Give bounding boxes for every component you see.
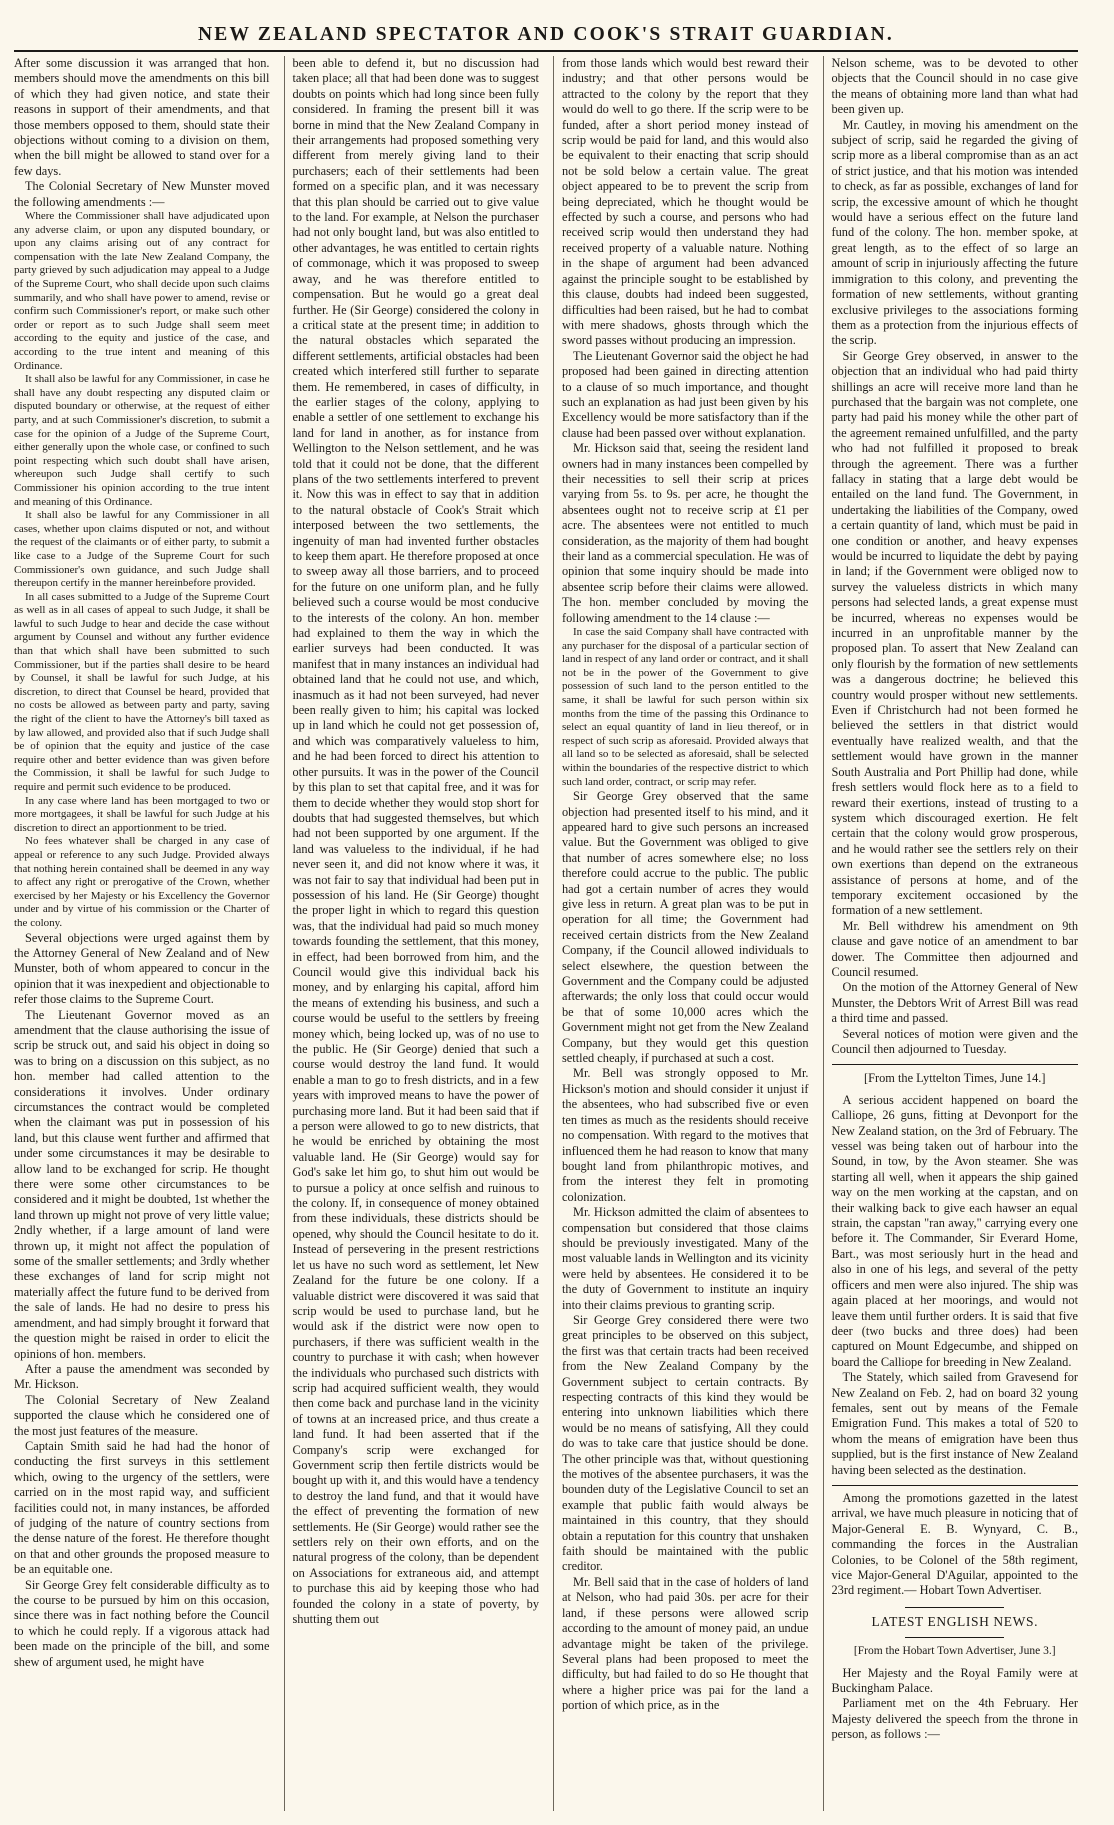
columns [14,56,1078,1811]
column-rule [905,1637,1004,1638]
paragraph: In any case where land has been mortgaged to two or more mortgagees, it shall be lawful for such Judge at his discretion to direct an apportionment to be tried. [14,794,270,834]
paragraph: The Lieutenant Governor said the object he had proposed had been gained in directing attention to a clause of so much importance, and thought such an explanation as had just been given by his Excellency would be more satisfactory than if the clause had been passed over without explanation. [562,348,809,440]
paragraph: It shall also be lawful for any Commissioner in all cases, whether upon claims disputed or not, and without the request of the claimants or of either party, to submit a like case to a Judge of the Supreme Court for such Commissioner's own guidance, and such Judge shall thereupon certify in the manner hereinbefore provided. [14,509,270,590]
paragraph: The Lieutenant Governor moved as an amendment that the clause authorising the issue of scrip be struck out, and said his object in doing so was to bring on a discussion on this subject, as no hon. member had called attention to the considerations it involves. Under ordinary circumstances the contract would be completed when the claimant was put in possession of his land, but this clause went further and affirmed that under some circumstances it may be desirable to allow land to be exchanged for scrip. He thought there were some other circumstances to be considered and it might be doubted, 1st whether the land thrown up might not prove of very little value; 2ndly whether, if a large amount of land were thrown up, it might not affect the population of some of the smaller settlements; and 3rdly whether these exchanges of land for scrip might not materially affect the future fund to be derived from the sale of lands. He had no desire to press his amendment, and had simply brought it forward that the question might be raised in order to elicit the opinions of hon. members. [14,1007,270,1361]
paragraph: Her Majesty and the Royal Family were at Buckingham Palace. [831,1665,1078,1696]
paragraph: Captain Smith said he had had the honor of conducting the first surveys in this settlement which, owing to the urgency of the settlers, were carried on in the most rapid way, and sufficient facilities could not, in many instances, be afforded of judging of the nature of country sections from the dense nature of the forest. He therefore thought on that and other grounds the proposed measure to be an equitable one. [14,1438,270,1577]
paragraph: Parliament met on the 4th February. Her Majesty delivered the speech from the throne in person, as follows :— [831,1696,1078,1742]
section-heading: LATEST ENGLISH NEWS. [871,1613,1039,1629]
paragraph: Mr. Cautley, in moving his amendment on the subject of scrip, said he regarded the giving of scrip more as a liberal compromise than as an act of strict justice, and that his motion was intended to check, as far as possible, exchanges of land for scrip, the excessive amount of which he thought would have a serious effect on the future land fund of the colony. The hon. member spoke, at great length, as to the effect of so large an amount of scrip in injuriously affecting the future immigration to this colony, and preventing the formation of new settlements, without granting exclusive privileges to the associations forming them as a protection from the injurious effects of the scrip. [831,117,1078,348]
paragraph: Several objections were urged against them by the Attorney General of New Zealand and of New Munster, both of whom appeared to concur in the opinion that it was inexpedient and objectionable to refer those claims to the Supreme Court. [14,930,270,1007]
paragraph: In all cases submitted to a Judge of the Supreme Court as well as in all cases of appeal to such Judge, it shall be lawful to such Judge to hear and decide the case without argument by Counsel and without any further evidence than that which shall have been submitted to such Commissioner, but if the parties shall desire to be heard by Counsel, it shall be lawful for such Judge, at his discretion, to direct that Counsel be heard, provided that no costs be allowed as between party and party, saving the right of the client to have the Attorney's bill taxed as by law allowed, and provided also that if such Judge shall be of opinion that the equity and justice of the case require other and better evidence than was given before the Commission, it shall be lawful for such Judge to require and permit such evidence to be produced. [14,590,270,793]
masthead: NEW ZEALAND SPECTATOR AND COOK'S STRAIT GUARDIAN. [198,24,894,45]
paragraph: After some discussion it was arranged that hon. members should move the amendments on this bill of which they had given notice, and state their reasons in support of their amendments, and that those members opposed to them, should state their objections without coming to a division on them, when the bill might be allowed to stand over for a few days. [14,56,270,178]
paragraph: Sir George Grey considered there were two great principles to be observed on this subject, the first was that certain tracts had been received from the New Zealand Company by the Government subject to certain contracts. By respecting contracts of this kind they would be entering into unknown liabilities which there would be no means of satisfying, All they could do was to take care that justice should be done. The other principle was that, without questioning the motives of the absentee purchasers, it was the bounden duty of the Legislative Council to set an example that public faith would always be maintained in this country, that they should obtain a reputation for this country that unshaken faith should be maintained with the public creditor. [562,1312,809,1574]
section-heading: [From the Hobart Town Advertiser, June 3.] [853,1645,1056,1658]
column-2 [284,56,540,1811]
paragraph: Several notices of motion were given and the Council then adjourned to Tuesday. [831,1026,1078,1056]
paragraph: It shall also be lawful for any Commissioner, in case he shall have any doubt respecting any disputed claim or disputed boundary or otherwise, at the request of either party, and at such Commissioner's discretion, to submit a case for the opinion of a Judge of the Supreme Court, either generally upon the whole case, or confined to such point respecting which such doubt shall have arisen, whereupon such Judge shall certify to such Commissioner his opinion according to the true intent and meaning of this Ordinance. [14,373,270,508]
paragraph: Where the Commissioner shall have adjudicated upon any adverse claim, or upon any disputed boundary, or upon any claims arising out of any contract for compensation with the late New Zealand Company, the party grieved by such adjudication may appeal to a Judge of the Supreme Court, who shall decide upon such claims summarily, and who shall have power to amend, revise or confirm such Commissioner's report, or make such other order or report as to such Judge shall seem meet according to the equity and justice of the case, and according to the true intent and meaning of this Ordinance. [14,210,270,372]
paragraph: On the motion of the Attorney General of New Munster, the Debtors Writ of Arrest Bill was read a third time and passed. [831,980,1078,1026]
paragraph: Mr. Bell withdrew his amendment on 9th clause and gave notice of an amendment to bar dower. The Committee then adjourned and Council resumed. [831,918,1078,979]
paragraph: Mr. Bell was strongly opposed to Mr. Hickson's motion and should consider it unjust if the absentees, who had subscribed five or even ten times as much as the residents should receive no compensation. With regard to the motives that influenced them he had reason to know that many bought land from philanthropic motives, and from the interest they felt in promoting colonization. [562,1066,809,1204]
paragraph: Sir George Grey observed that the same objection had presented itself to his mind, and it appeared hard to give such persons an increased value. But the Government was obliged to give that number of acres somewhere else; no loss therefore could accrue to the public. The public had got a certain number of acres they would give less in return. A great plan was to be put in operation for all time; the Government had received certain districts from the New Zealand Company, if the Council allowed individuals to select elsewhere, the question between the Government and the Company could be adjusted afterwards; the only loss that could occur would be that of some 10,000 acres which the Government might not get from the New Zealand Company, but they would get this question settled cheaply, if purchased at such a cost. [562,789,809,1066]
paragraph: been able to defend it, but no discussion had taken place; all that had been done was to suggest doubts on points which had long since been fully considered. In framing the present bill it was borne in mind that the New Zealand Company in their arrangements had proposed something very different from merely giving land to their purchasers; each of their settlements had been formed on a specific plan, and it was necessary that this plan should be carried out to give value to the land. For example, at Nelson the purchaser had not only bought land, but was also entitled to other advantages, he was entitled to certain rights of commonage, which it was proposed to sweep away, and he was therefore entitled to compensation. But he would go a great deal further. He (Sir George) considered the colony in a critical state at the present time; in addition to the natural obstacles which separated the different settlements, artificial obstacles had been created which interfered still further to separate them. He remembered, in cases of difficulty, in the earlier stages of the colony, applying to enable a settler of one settlement to exchange his land for land in another, as for instance from Wellington to the Nelson settlement, and he was told that it could not be done, that the different plans of the two settlements interfered to prevent it. Now this was in effect to say that in addition to the natural obstacle of Cook's Strait which interposed between the two settlements, the ingenuity of man had invented further obstacles to keep them apart. He therefore proposed at once to sweep away all those barriers, and to proceed for the future on one uniform plan, and he fully believed such a course would be most conducive to the interests of the colony. An hon. member had explained to them the way in which the earlier surveys had been conducted. It was manifest that in many instances an individual had obtained land that he could not use, and which, inasmuch as it had not been surveyed, had never been really given to him; his capital was locked up in land which he could not get possession of, and which was comparatively valueless to him, and he had been forced to direct his attention to other pursuits. It was in the power of the Council by this plan to set that capital free, and it was for them to decide whether they would stop short for doubts that had suggested themselves, but which had not been supported by one argument. If the land was valueless to the individual, if he had never seen it, and did not know where it was, it was not fair to say that individual had been put in possession of his land. He (Sir George) thought the proper light in which to regard this question was, that the individual had paid so much money towards founding the settlement, that this money, in effect, had been borrowed from him, and the Council would give this individual back his money, and by enlarging his capital, afford him the means of extending his business, and such a course would be useful to the settlers by freeing money which, being locked up, was of no use to the public. He (Sir George) denied that such a course would destroy the land fund. It would enable a man to go to fresh districts, and in a few years with improved means to have the power of purchasing more land. But it had been said that if a person were allowed to go to new districts, that he would be enriched by obtaining the most valuable land. He (Sir George) would say for God's sake let him go, to shut him out would be to pursue a policy at once selfish and ruinous to the colony. If, in consequence of money obtained from these individuals, these districts should be opened, why should the Council hesitate to do it. Instead of persevering in the present restrictions let us have no such word as settlement, let New Zealand for the future be one colony. If a valuable district were discovered it was said that scrip would be used to purchase land, but he would ask if the district were now open to purchasers, if there was sufficient wealth in the country to purchase it with cash; when however the individuals who purchased such districts with scrip had acquired sufficient wealth, they would then come back and purchase land in the vicinity of towns at an increased price, and thus create a land fund. It had been asserted that if the Company's scrip were exchanged for Government scrip then fertile districts would be bought up with it, and this would have a tendency to destroy the land fund, and that it would have the effect of preventing the formation of new settlements. He (Sir George) would rather see the settlers rely on their own efforts, and on the natural progress of the colony, than be dependent on Associations for extraneous aid, and attempt to purchase this aid by keeping those who had founded the colony in a state of poverty, by shutting them out [292,56,539,1627]
paragraph: After a pause the amendment was seconded by Mr. Hickson. [14,1361,270,1392]
column-1 [14,56,270,1811]
paragraph: Mr. Hickson said that, seeing the resident land owners had in many instances been compelled by their necessities to sell their scrip at prices varying from 5s. to 9s. per acre, he thought the absentees ought not to receive scrip at £1 per acre. The absentees were not entitled to much consideration, as the majority of them had bought their land as a commercial speculation. He was of opinion that some inquiry should be made into absentee scrip before their claims were allowed. The hon. member concluded by moving the following amendment to the 14 clause :— [562,441,809,625]
column-rule [905,1607,1004,1608]
paragraph: Sir George Grey felt considerable difficulty as to the course to be pursued by him on this occasion, since there was in fact nothing before the Council to which he could reply. If a vigorous attack had been made on the principle of the bill, and some shew of argument used, he might have [14,1577,270,1669]
paragraph: from those lands which would best reward their industry; and that other persons would be attracted to the colony by the report that they would do well to go there. If the scrip were to be funded, after a short period money instead of scrip would be paid for land, and this would also be equivalent to their enacting that scrip should not be sold below a certain value. The great object appeared to be to prevent the scrip from being depreciated, which he thought would be effected by such a course, and persons who had received scrip would then understand they had received property of a valuable nature. Nothing in the shape of argument had been advanced against the principle sought to be established by this clause, doubts had indeed been suggested, difficulties had been raised, but he had to combat with mere shadows, ghosts through which the sword passes without producing an impression. [562,56,809,348]
masthead-rule [14,50,1078,52]
paragraph: Sir George Grey observed, in answer to the objection that an individual who had paid thirty shillings an acre will receive more land than he purchased that the bargain was not complete, one party had paid his money while the other part of the agreement remained unfulfilled, and the party who had not fulfilled it proposed to break through the agreement. There was a further fallacy in stating that a large debt would be entailed on the land fund. The Government, in undertaking the liabilities of the Company, owed a certain quantity of land, which must be paid in one condition or another, and heavy expenses would be incurred to liquidate the debt by paying in land; if the Government were obliged now to survey the valueless districts in which many persons had selected lands, a great expense must be incurred, whereas no expenses would be incurred in an unprofitable manner by the proposed plan. To assert that New Zealand can only flourish by the formation of new settlements was a dangerous doctrine; he believed this country would prosper without new settlements. Even if Christchurch had not been formed he believed the settlers in that district would eventually have realized wealth, and that the settlement would have grown in the manner South Australia and Port Phillip had done, while fresh settlers would flock here as to a field to reward their exertions, instead of trusting to a system which discouraged exertion. He felt certain that the colony would grow prosperous, and he would rather see the settlers rely on their own exertions than depend on the extraneous assistance of persons at home, and of the temporary excitement occasioned by the formation of a new settlement. [831,348,1078,918]
paragraph: Among the promotions gazetted in the latest arrival, we have much pleasure in noticing that of Major-General E. B. Wynyard, C. B., commanding the forces in the Australian Colonies, to be Colonel of the 58th regiment, vice Major-General D'Aguilar, appointed to the 23rd regiment.— Hobart Town Advertiser. [831,1490,1078,1598]
paragraph: The Stately, which sailed from Gravesend for New Zealand on Feb. 2, had on board 32 young females, sent out by means of the Female Emigration Fund. This makes a total of 520 to whom the means of emigration have been thus supplied, but is the first instance of New Zealand having been selected as the destination. [831,1370,1078,1477]
column-3 [553,56,809,1811]
column-rule [832,1485,1079,1486]
paragraph: No fees whatever shall be charged in any case of appeal or reference to any such Judge. Provided always that nothing herein contained shall be deemed in any way to affect any right or prerogative of the Crown, whether exercised by her Majesty or his Excellency the Governor under and by virtue of his commission or the Charter of the colony. [14,835,270,929]
paragraph: A serious accident happened on board the Calliope, 26 guns, fitting at Devonport for the New Zealand station, on the 3rd of February. The vessel was being taken out of harbour into the Sound, in tow, by the Avon steamer. She was starting all well, when it appears the ship gained way on the men working at the capstan, and on their walking back to give each hawser an equal strain, the capstan "ran away," carrying every one before it. The Commander, Sir Everard Home, Bart., was most seriously hurt in the head and also in one of his legs, and several of the petty officers and men were also injured. The ship was again placed at her moorings, and would not leave them until further orders. It is said that five deer (two bucks and three does) had been captured on Mount Edgecumbe, and shipped on board the Calliope for breeding in New Zealand. [831,1092,1078,1369]
paragraph: Mr. Hickson admitted the claim of absentees to compensation but considered that those claims should be previously investigated. Many of the most valuable lands in Wellington and its vicinity were held by absentees. He considered it to be the duty of Government to institute an inquiry into their claims previous to granting scrip. [562,1205,809,1312]
paragraph: In case the said Company shall have contracted with any purchaser for the disposal of a particular section of land in respect of any land order or contract, and it shall not be in the power of the Government to give possession of such land to the person entitled to the same, it shall be lawful for such person within six months from the time of the passing this Ordinance to select an equal quantity of land in lieu thereof, or in respect of such scrip as aforesaid. Provided always that all land so to be selected as aforesaid, shall be selected within the boundaries of the respective district to which such land order, contract, or scrip may refer. [562,626,809,788]
column-rule [832,1064,1079,1065]
section-heading: [From the Lyttelton Times, June 14.] [864,1071,1046,1086]
paragraph: Nelson scheme, was to be devoted to other objects that the Council should in no case give the means of obtaining more land than what had been given up. [831,56,1078,117]
paragraph: The Colonial Secretary of New Munster moved the following amendments :— [14,179,270,209]
column-4 [823,56,1079,1811]
paragraph: The Colonial Secretary of New Zealand supported the clause which he considered one of the most just features of the measure. [14,1392,270,1438]
paragraph: Mr. Bell said that in the case of holders of land at Nelson, who had paid 30s. per acre for their land, if these persons were allowed scrip according to the amount of money paid, an undue advantage might be taken of the privilege. Several plans had been proposed to meet the difficulty, but had failed to do so He thought that where a higher price was pai for the land a portion of which price, as in the [562,1574,809,1713]
